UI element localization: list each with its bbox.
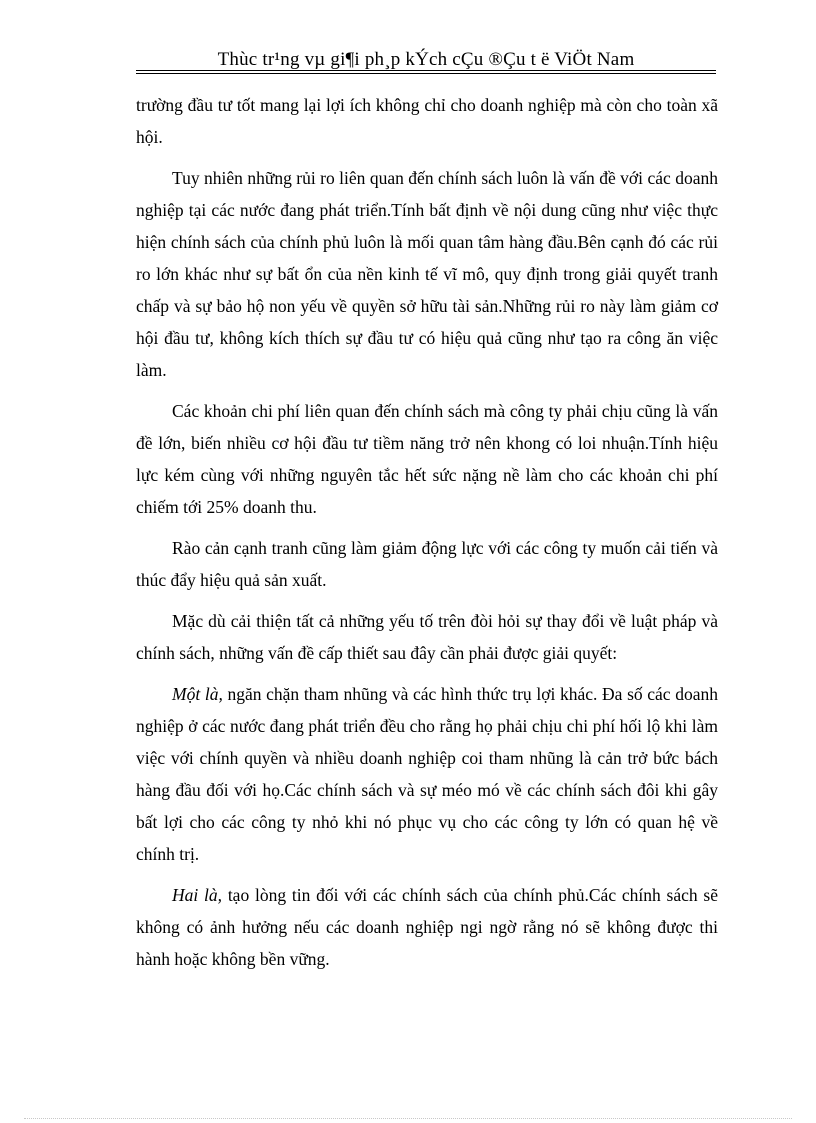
paragraph-competition-barriers [136, 532, 718, 596]
paragraph-continuation [136, 89, 718, 153]
paragraph-text: trường đầu tư tốt mang lại lợi ích không chỉ cho doanh nghiệp mà còn cho toàn xã hội. [136, 95, 718, 147]
paragraph-text: Các khoản chi phí liên quan đến chính sách mà công ty phải chịu cũng là vấn đề lớn, biến nhiều cơ hội đầu tư tiềm năng trở nên khong có loi nhuận.Tính hiệu lực kém cùng với những nguyên tắc hết sức nặng nề làm cho các khoản chi phí chiếm tới 25% doanh thu. [136, 401, 718, 517]
header-rule-bottom [136, 73, 716, 74]
paragraph-text: Mặc dù cải thiện tất cả những yếu tố trên đòi hỏi sự thay đổi về luật pháp và chính sách, những vấn đề cấp thiết sau đây cần phải được giải quyết: [136, 611, 718, 663]
paragraph-policy-costs [136, 395, 718, 523]
header-title: Thùc tr¹ng vµ gi¶i ph¸p kÝch cÇu ®Çu t ë ViÖt Nam [217, 49, 635, 70]
paragraph-policy-risks [136, 162, 718, 386]
page-bottom-border [24, 1118, 792, 1119]
paragraph-lead: Một là, [172, 684, 223, 704]
body-text [136, 89, 718, 984]
paragraph-text: tạo lòng tin đối với các chính sách của chính phủ.Các chính sách sẽ không có ảnh hưởng nếu các doanh nghiệp ngi ngờ rằng nó sẽ không được thi hành hoặc không bền vững. [136, 885, 718, 969]
paragraph-second-point [136, 879, 718, 975]
paragraph-urgent-issues [136, 605, 718, 669]
paragraph-text: Tuy nhiên những rủi ro liên quan đến chính sách luôn là vấn đề với các doanh nghiệp tại các nước đang phát triển.Tính bất định về nội dung cũng như việc thực hiện chính sách của chính phủ luôn là mối quan tâm hàng đầu.Bên cạnh đó các rủi ro lớn khác như sự bất ổn của nền kinh tế vĩ mô, quy định trong giải quyết tranh chấp và sự bảo hộ non yếu về quyền sở hữu tài sản.Những rủi ro này làm giảm cơ hội đầu tư, không kích thích sự đầu tư có hiệu quả cũng như tạo ra công ăn việc làm. [136, 168, 718, 380]
paragraph-text: ngăn chặn tham nhũng và các hình thức trụ lợi khác. Đa số các doanh nghiệp ở các nước đang phát triển đều cho rằng họ phải chịu chi phí hối lộ khi làm việc với chính quyền và nhiều doanh nghiệp coi tham nhũng là cản trở bức bách hàng đầu đối với họ.Các chính sách và sự méo mó về các chính sách đôi khi gây bất lợi cho các công ty nhỏ khi nó phục vụ cho các công ty lớn có quan hệ về chính trị. [136, 684, 718, 864]
paragraph-text: Rào cản cạnh tranh cũng làm giảm động lực với các công ty muốn cải tiến và thúc đẩy hiệu quả sản xuất. [136, 538, 718, 590]
paragraph-first-point [136, 678, 718, 870]
paragraph-lead: Hai là, [172, 885, 223, 905]
header-rule-top [136, 70, 716, 71]
running-header [136, 48, 716, 74]
